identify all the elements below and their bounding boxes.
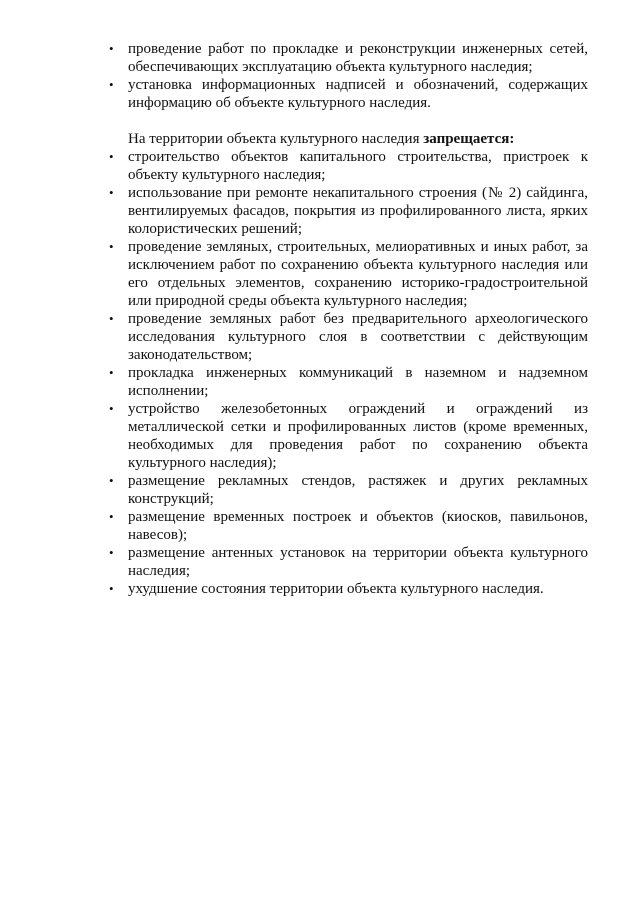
bullet-icon: • — [109, 581, 114, 596]
bullet-icon: • — [109, 401, 114, 416]
list-item-text: прокладка инженерных коммуникаций в наземном и надземном исполнении; — [128, 365, 588, 399]
bullet-icon: • — [109, 365, 114, 380]
bullet-icon: • — [109, 77, 114, 92]
list-item-text: строительство объектов капитального строительства, пристроек к объекту культурного наследия; — [128, 149, 588, 183]
list-item-text: установка информационных надписей и обозначений, содержащих информацию об объекте культурного наследия. — [128, 77, 588, 111]
list-item — [104, 148, 588, 184]
prohibited-intro — [104, 130, 588, 148]
document-content — [104, 40, 588, 598]
bullet-icon: • — [109, 473, 114, 488]
bullet-icon: • — [109, 239, 114, 254]
list-item — [104, 508, 588, 544]
list-item — [104, 364, 588, 400]
bullet-icon: • — [109, 545, 114, 560]
prohibited-works-list — [104, 148, 588, 598]
paragraph-spacer — [104, 112, 588, 130]
list-item — [104, 472, 588, 508]
list-item-text: проведение работ по прокладке и реконструкции инженерных сетей, обеспечивающих эксплуатацию объекта культурного наследия; — [128, 41, 588, 75]
intro-text: На территории объекта культурного наследия — [128, 131, 424, 147]
list-item — [104, 76, 588, 112]
list-item-text: размещение антенных установок на территории объекта культурного наследия; — [128, 545, 588, 579]
list-item-text: ухудшение состояния территории объекта культурного наследия. — [128, 581, 544, 597]
bullet-icon: • — [109, 311, 114, 326]
list-item-text: проведение земляных, строительных, мелиоративных и иных работ, за исключением работ по сохранению объекта культурного наследия или его отдельных элементов, сохранению историко-градостроительной или природной среды объекта культурного наследия; — [128, 239, 588, 309]
list-item — [104, 238, 588, 310]
bullet-icon: • — [109, 509, 114, 524]
bullet-icon: • — [109, 41, 114, 56]
list-item — [104, 310, 588, 364]
list-item — [104, 184, 588, 238]
list-item-text: размещение рекламных стендов, растяжек и других рекламных конструкций; — [128, 473, 588, 507]
permitted-works-list — [104, 40, 588, 112]
list-item-text: использование при ремонте некапитального строения (№ 2) сайдинга, вентилируемых фасадов, покрытия из профилированного листа, ярких колористических решений; — [128, 185, 588, 237]
list-item — [104, 40, 588, 76]
bullet-icon: • — [109, 185, 114, 200]
list-item-text: устройство железобетонных ограждений и ограждений из металлической сетки и профилированных листов (кроме временных, необходимых для проведения работ по сохранению объекта культурного наследия); — [128, 401, 588, 471]
list-item — [104, 400, 588, 472]
list-item-text: размещение временных построек и объектов (киосков, павильонов, навесов); — [128, 509, 588, 543]
list-item — [104, 580, 588, 598]
intro-bold: запрещается: — [423, 131, 515, 147]
list-item — [104, 544, 588, 580]
bullet-icon: • — [109, 149, 114, 164]
list-item-text: проведение земляных работ без предварительного археологического исследования культурного слоя в соответствии с действующим законодательством; — [128, 311, 588, 363]
